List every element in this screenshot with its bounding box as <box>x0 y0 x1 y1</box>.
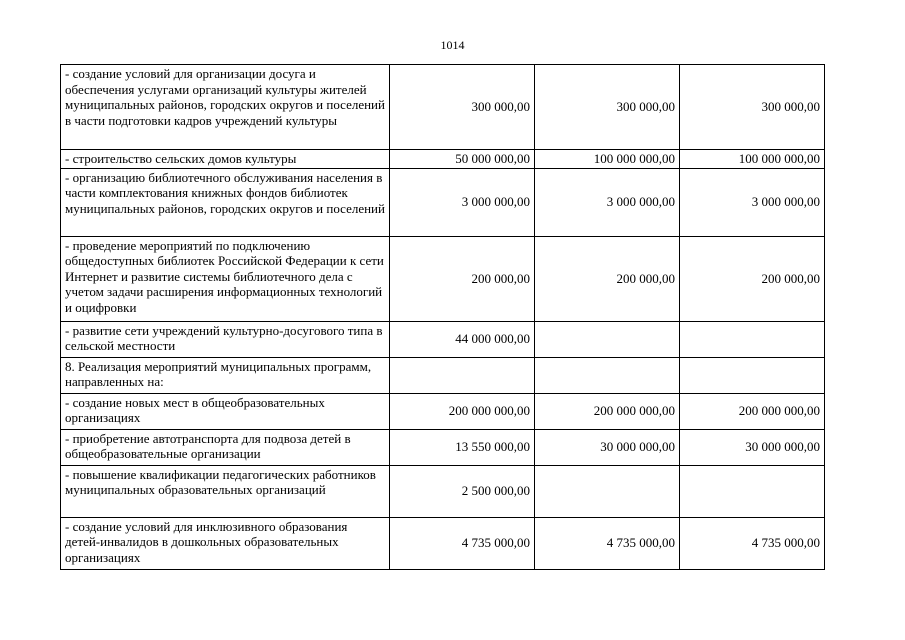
table-row <box>61 393 825 429</box>
row-value-3: 30 000 000,00 <box>680 429 825 465</box>
row-value-2: 100 000 000,00 <box>535 150 680 169</box>
row-value-2: 200 000,00 <box>535 236 680 321</box>
row-description: - строительство сельских домов культуры <box>61 150 390 169</box>
row-value-3: 200 000,00 <box>680 236 825 321</box>
row-value-2 <box>535 357 680 393</box>
row-value-1 <box>390 357 535 393</box>
row-description: - повышение квалификации педагогических работников муниципальных образовательных организаций <box>61 465 390 517</box>
page-number: 1014 <box>440 38 465 52</box>
row-value-2 <box>535 465 680 517</box>
row-description: - развитие сети учреждений культурно-досугового типа в сельской местности <box>61 321 390 357</box>
row-value-2: 4 735 000,00 <box>535 517 680 569</box>
table-row <box>61 517 825 569</box>
budget-table <box>60 64 825 570</box>
row-description: - создание условий для инклюзивного образования детей-инвалидов в дошкольных образовательных организациях <box>61 517 390 569</box>
row-value-1: 3 000 000,00 <box>390 168 535 236</box>
section-heading: 8. Реализация мероприятий муниципальных программ, направленных на: <box>61 357 390 393</box>
row-value-1: 13 550 000,00 <box>390 429 535 465</box>
row-description: - приобретение автотранспорта для подвоза детей в общеобразовательные организации <box>61 429 390 465</box>
row-value-2: 300 000,00 <box>535 65 680 150</box>
row-value-3 <box>680 321 825 357</box>
row-value-1: 2 500 000,00 <box>390 465 535 517</box>
row-description: - создание условий для организации досуга и обеспечения услугами организаций культуры жителей муниципальных районов, городских округов и поселений в части подготовки кадров учреждений культуры <box>61 65 390 150</box>
row-value-3: 300 000,00 <box>680 65 825 150</box>
table-row <box>61 465 825 517</box>
row-value-1: 200 000 000,00 <box>390 393 535 429</box>
table-row <box>61 65 825 150</box>
row-value-2: 3 000 000,00 <box>535 168 680 236</box>
row-value-3: 4 735 000,00 <box>680 517 825 569</box>
row-value-3 <box>680 357 825 393</box>
row-description: - организацию библиотечного обслуживания населения в части комплектования книжных фондов библиотек муниципальных районов, городских округов и поселений <box>61 168 390 236</box>
table-row <box>61 429 825 465</box>
row-value-3: 100 000 000,00 <box>680 150 825 169</box>
row-value-1: 44 000 000,00 <box>390 321 535 357</box>
table-row <box>61 150 825 169</box>
row-value-3: 200 000 000,00 <box>680 393 825 429</box>
row-description: - проведение мероприятий по подключению общедоступных библиотек Российской Федерации к сети Интернет и развитие системы библиотечного дела с учетом задачи расширения информационных технологий и оцифровки <box>61 236 390 321</box>
table-row <box>61 357 825 393</box>
row-description: - создание новых мест в общеобразовательных организациях <box>61 393 390 429</box>
row-value-3 <box>680 465 825 517</box>
row-value-2: 30 000 000,00 <box>535 429 680 465</box>
row-value-1: 200 000,00 <box>390 236 535 321</box>
table-row <box>61 321 825 357</box>
row-value-2 <box>535 321 680 357</box>
table-row <box>61 168 825 236</box>
row-value-1: 300 000,00 <box>390 65 535 150</box>
row-value-2: 200 000 000,00 <box>535 393 680 429</box>
row-value-3: 3 000 000,00 <box>680 168 825 236</box>
row-value-1: 4 735 000,00 <box>390 517 535 569</box>
table-row <box>61 236 825 321</box>
row-value-1: 50 000 000,00 <box>390 150 535 169</box>
